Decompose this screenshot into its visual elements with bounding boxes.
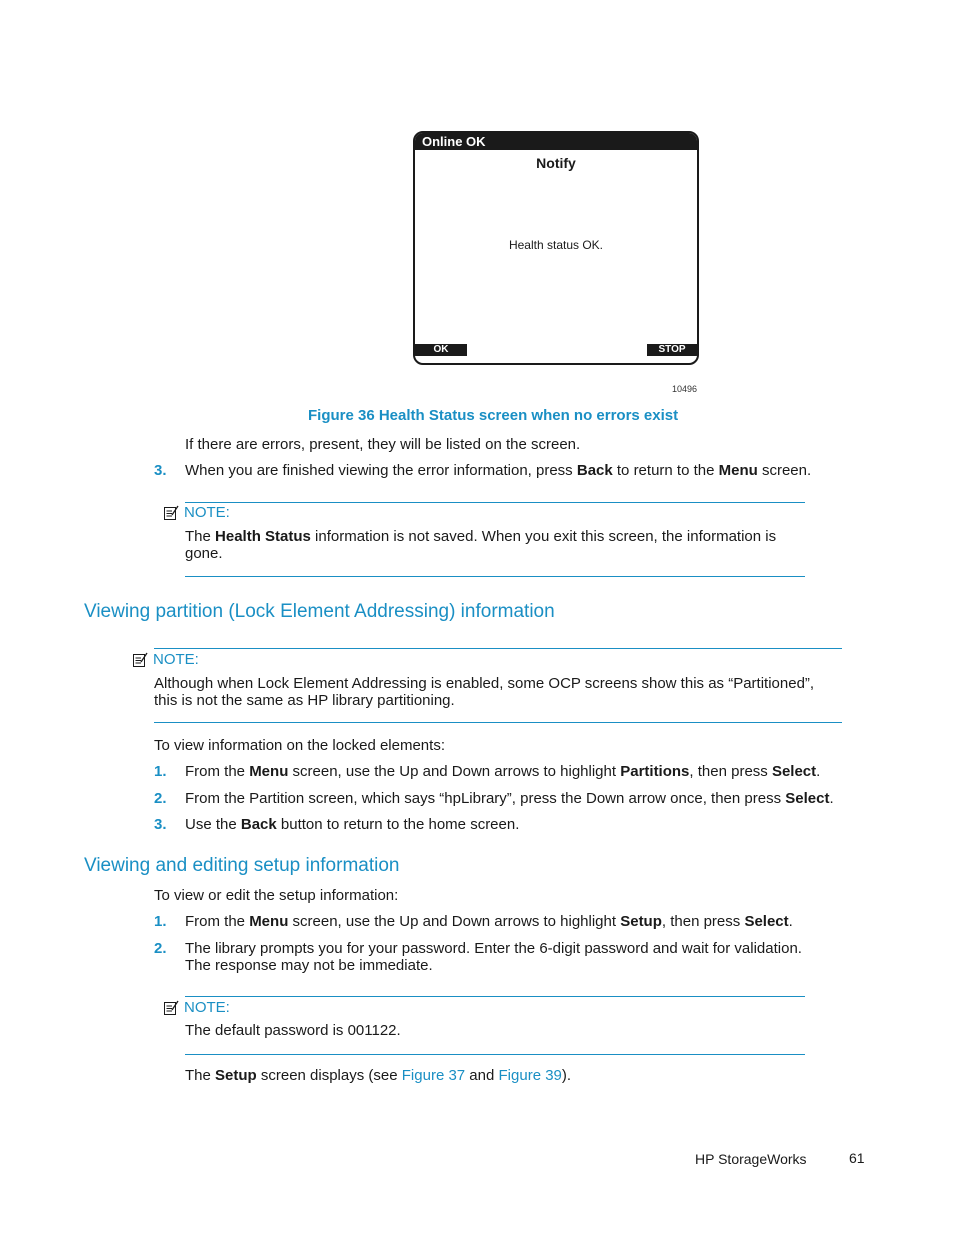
step-text: From the Menu screen, use the Up and Down arrows to highlight Partitions, then press Select. <box>185 763 821 780</box>
footer-product: HP StorageWorks <box>695 1151 807 1167</box>
stop-button: STOP <box>647 344 697 356</box>
figure-id: 10496 <box>672 384 698 394</box>
step-number: 3. <box>154 462 167 479</box>
note-label: NOTE: <box>132 651 199 668</box>
step-text: From the Partition screen, which says “hpLibrary”, press the Down arrow once, then press Select. <box>185 790 834 807</box>
paragraph-errors: If there are errors, present, they will be listed on the screen. <box>185 436 581 453</box>
note-text-line2: this is not the same as HP library partitioning. <box>154 692 455 709</box>
intro-text: To view information on the locked elements: <box>154 737 445 754</box>
note-icon <box>163 505 179 521</box>
setup-paragraph: The Setup screen displays (see Figure 37 and Figure 39). <box>185 1067 572 1084</box>
note-rule-bottom <box>185 576 805 577</box>
step-text: The library prompts you for your password. Enter the 6-digit password and wait for validation. <box>185 940 802 957</box>
note-text: The default password is 001122. <box>185 1022 401 1039</box>
step-text: Use the Back button to return to the home screen. <box>185 816 520 833</box>
page-number: 61 <box>849 1150 865 1166</box>
figure-caption: Figure 36 Health Status screen when no errors exist <box>308 407 679 424</box>
step-text: When you are finished viewing the error information, press Back to return to the Menu screen. <box>185 462 812 479</box>
note-text: Although when Lock Element Addressing is enabled, some OCP screens show this as “Partitioned”, <box>154 675 815 692</box>
section-heading: Viewing and editing setup information <box>84 855 400 876</box>
note-text-line2: gone. <box>185 545 223 562</box>
screen-message: Health status OK. <box>508 238 604 252</box>
note-rule-top <box>185 502 805 503</box>
note-icon <box>132 652 148 668</box>
note-label: NOTE: <box>163 504 230 521</box>
step-text: From the Menu screen, use the Up and Down arrows to highlight Setup, then press Select. <box>185 913 793 930</box>
note-icon <box>163 1000 179 1016</box>
intro-text: To view or edit the setup information: <box>154 887 399 904</box>
step-number: 1. <box>154 763 167 780</box>
note-label: NOTE: <box>163 999 230 1016</box>
figure-39-link[interactable]: Figure 39 <box>498 1067 562 1084</box>
step-number: 3. <box>154 816 167 833</box>
screen-title: Notify <box>536 155 576 171</box>
note-text: The Health Status information is not saved. When you exit this screen, the information is <box>185 528 777 545</box>
step-number: 1. <box>154 913 167 930</box>
note-rule-bottom <box>154 722 842 723</box>
figure-37-link[interactable]: Figure 37 <box>401 1067 466 1084</box>
status-bar: Online OK <box>415 133 697 150</box>
ocp-screen-figure <box>413 131 699 365</box>
note-rule-bottom <box>185 1054 805 1055</box>
step-text-line2: The response may not be immediate. <box>185 957 433 974</box>
ok-button: OK <box>415 344 467 356</box>
step-number: 2. <box>154 790 167 807</box>
note-rule-top <box>154 648 842 649</box>
step-number: 2. <box>154 940 167 957</box>
note-rule-top <box>185 996 805 997</box>
section-heading: Viewing partition (Lock Element Addressing) information <box>84 601 555 622</box>
